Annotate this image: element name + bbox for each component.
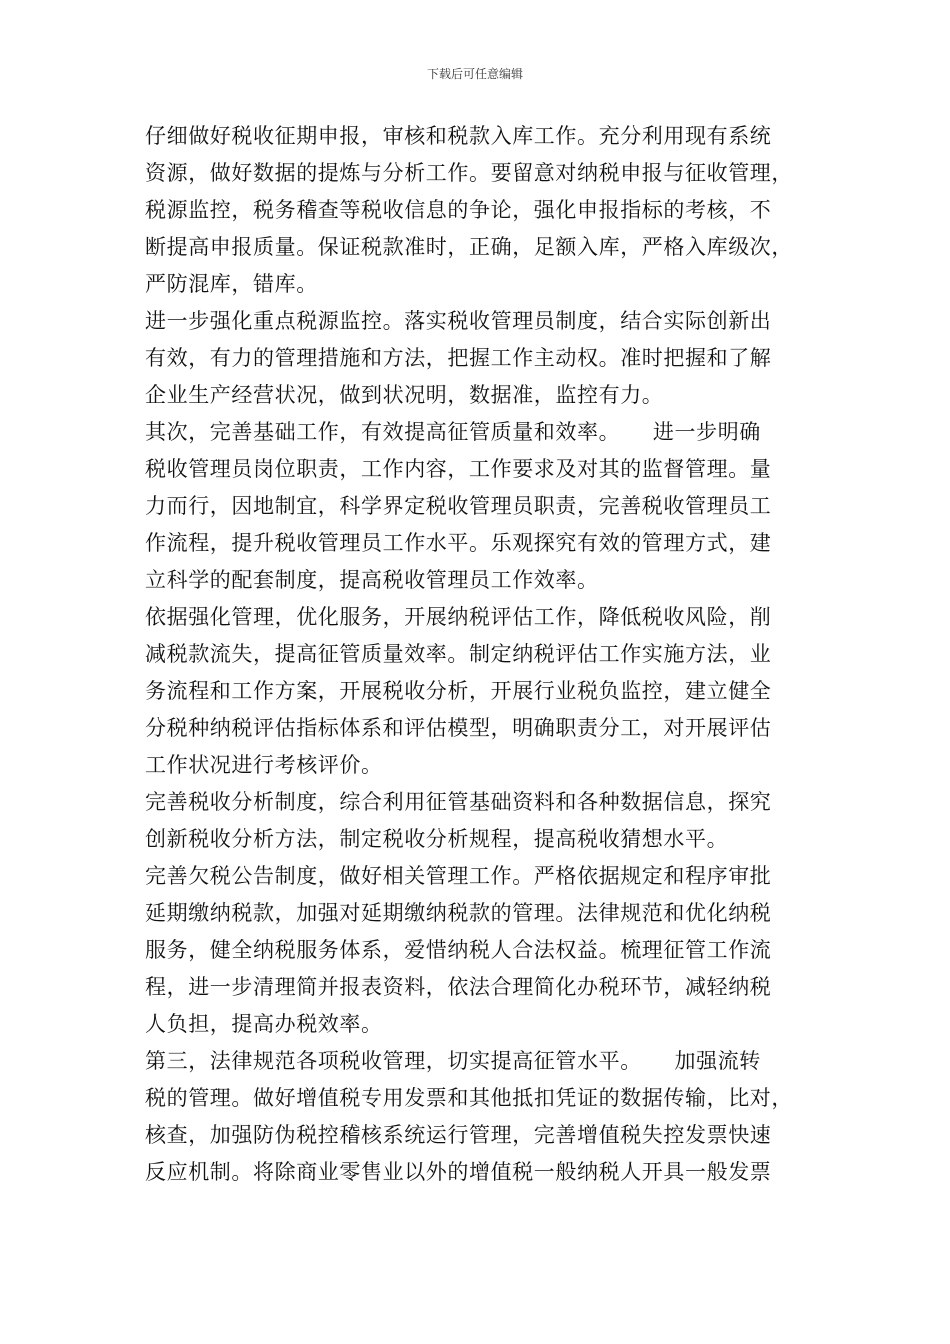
- text-line: 作流程，提升税收管理员工作水平。乐观探究有效的管理方式，建: [145, 531, 772, 555]
- text-line: 完善税收分析制度，综合利用征管基础资料和各种数据信息，探究: [145, 790, 772, 814]
- paragraph-6: [145, 858, 815, 1043]
- text-line: 严防混库，错库。: [145, 272, 318, 296]
- text-line: 务流程和工作方案，开展税收分析，开展行业税负监控，建立健全: [145, 679, 772, 703]
- text-line: 企业生产经营状况，做到状况明，数据准，监控有力。: [145, 383, 664, 407]
- text-line: 创新税收分析方法，制定税收分析规程，提高税收猜想水平。: [145, 827, 729, 851]
- text-line: 断提高申报质量。保证税款准时，正确，足额入库，严格入库级次，: [145, 235, 793, 259]
- paragraph-7: [145, 1043, 815, 1191]
- text-line: 税收管理员岗位职责，工作内容，工作要求及对其的监督管理。量: [145, 457, 772, 481]
- paragraph-1: [145, 118, 815, 303]
- text-line: 资源，做好数据的提炼与分析工作。要留意对纳税申报与征收管理，: [145, 161, 793, 185]
- text-line: 减税款流失，提高征管质量效率。制定纳税评估工作实施方法，业: [145, 642, 772, 666]
- paragraph-4: [145, 599, 815, 784]
- text-line: 进一步强化重点税源监控。落实税收管理员制度，结合实际创新出: [145, 309, 772, 333]
- text-line: 依据强化管理，优化服务，开展纳税评估工作，降低税收风险，削: [145, 605, 772, 629]
- document-body: [145, 118, 815, 1191]
- paragraph-3: [145, 414, 815, 599]
- text-line: 第三，法律规范各项税收管理，切实提高征管水平。 加强流转: [145, 1049, 761, 1073]
- text-line: 税源监控，税务稽查等税收信息的争论，强化申报指标的考核，不: [145, 198, 772, 222]
- text-line: 税的管理。做好增值税专用发票和其他抵扣凭证的数据传输，比对，: [145, 1086, 793, 1110]
- text-line: 其次，完善基础工作，有效提高征管质量和效率。 进一步明确: [145, 420, 761, 444]
- text-line: 完善欠税公告制度，做好相关管理工作。严格依据规定和程序审批: [145, 864, 772, 888]
- text-line: 反应机制。将除商业零售业以外的增值税一般纳税人开具一般发票: [145, 1160, 772, 1184]
- text-line: 有效，有力的管理措施和方法，把握工作主动权。准时把握和了解: [145, 346, 772, 370]
- text-line: 立科学的配套制度，提高税收管理员工作效率。: [145, 568, 599, 592]
- paragraph-5: [145, 784, 815, 858]
- text-line: 延期缴纳税款，加强对延期缴纳税款的管理。法律规范和优化纳税: [145, 901, 772, 925]
- text-line: 工作状况进行考核评价。: [145, 753, 383, 777]
- text-line: 人负担，提高办税效率。: [145, 1012, 383, 1036]
- text-line: 程，进一步清理简并报表资料，依法合理简化办税环节，减轻纳税: [145, 975, 772, 999]
- paragraph-2: [145, 303, 815, 414]
- text-line: 服务，健全纳税服务体系，爱惜纳税人合法权益。梳理征管工作流: [145, 938, 772, 962]
- text-line: 仔细做好税收征期申报，审核和税款入库工作。充分利用现有系统: [145, 124, 772, 148]
- text-line: 力而行，因地制宜，科学界定税收管理员职责，完善税收管理员工: [145, 494, 772, 518]
- page-header: 下载后可任意编辑: [426, 67, 523, 81]
- text-line: 核查，加强防伪税控稽核系统运行管理，完善增值税失控发票快速: [145, 1123, 772, 1147]
- text-line: 分税种纳税评估指标体系和评估模型，明确职责分工，对开展评估: [145, 716, 772, 740]
